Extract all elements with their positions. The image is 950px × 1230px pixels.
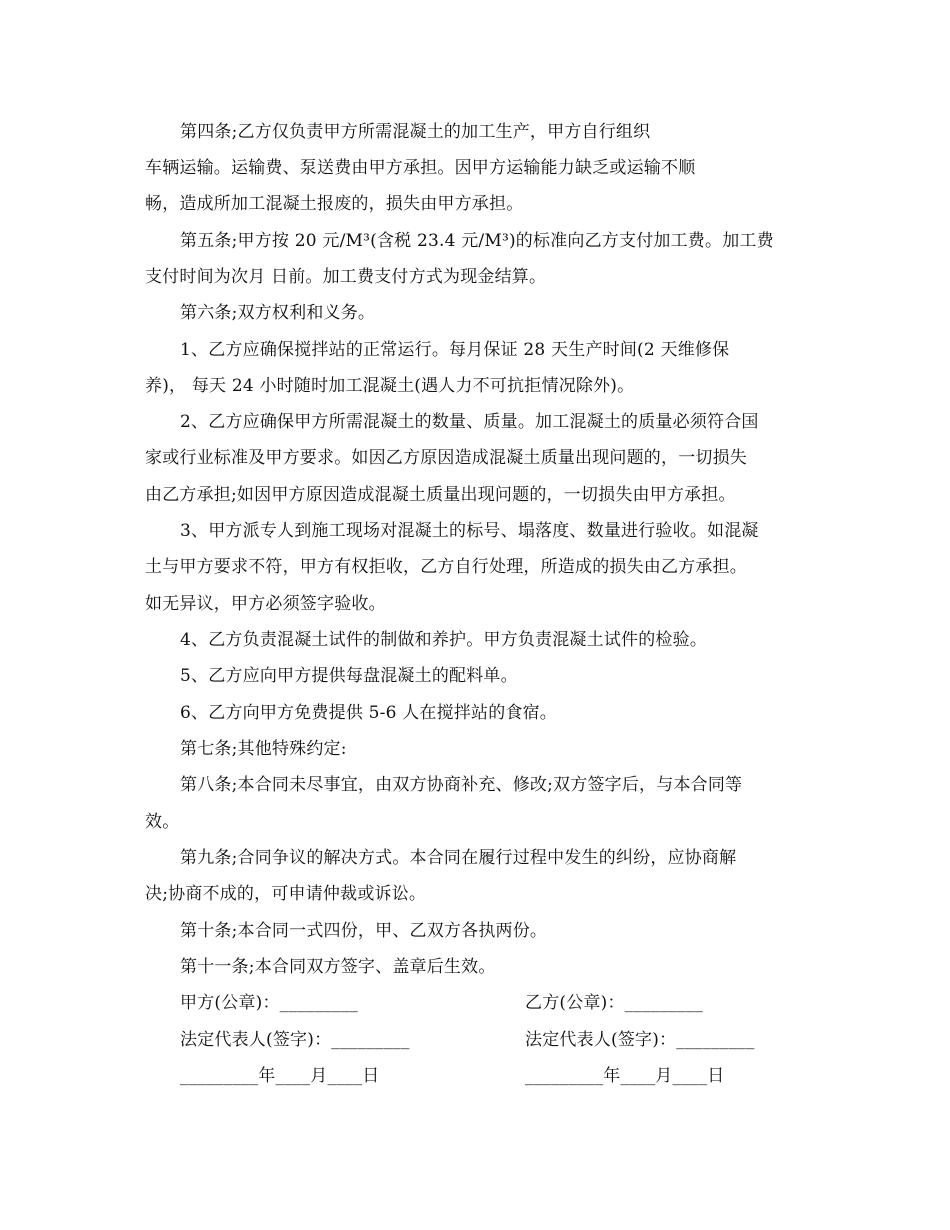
party-a-seal: 甲方(公章)：_________ bbox=[180, 993, 358, 1013]
party-b-seal: 乙方(公章)：_________ bbox=[525, 993, 703, 1013]
article6-item2-line3: 由乙方承担;如因甲方原因造成混凝土质量出现问题的，一切损失由甲方承担。 bbox=[145, 485, 736, 505]
article6-item6: 6、乙方向甲方免费提供 5-6 人在搅拌站的食宿。 bbox=[180, 703, 557, 723]
article5-line1: 第五条;甲方按 20 元/M³(含税 23.4 元/M³)的标准向乙方支付加工费。加工费 bbox=[180, 231, 774, 251]
article9-line1: 第九条;合同争议的解决方式。本合同在履行过程中发生的纠纷，应协商解 bbox=[180, 848, 737, 868]
article6-item2-line2: 家或行业标准及甲方要求。如因乙方原因造成混凝土质量出现问题的，一切损失 bbox=[145, 448, 747, 468]
party-b-date: _________年____月____日 bbox=[525, 1066, 725, 1086]
article6-item3-line1: 3、甲方派专人到施工现场对混凝土的标号、塌落度、数量进行验收。如混凝 bbox=[180, 521, 759, 541]
party-a-date: _________年____月____日 bbox=[180, 1066, 380, 1086]
article7: 第七条;其他特殊约定: bbox=[180, 739, 347, 759]
article5-line2: 支付时间为次月 日前。加工费支付方式为现金结算。 bbox=[145, 267, 547, 287]
article4-line2: 车辆运输。运输费、泵送费由甲方承担。因甲方运输能力缺乏或运输不顺 bbox=[145, 158, 696, 178]
article6-item3-line3: 如无异议，甲方必须签字验收。 bbox=[145, 594, 386, 614]
article6-item4: 4、乙方负责混凝土试件的制做和养护。甲方负责混凝土试件的检验。 bbox=[180, 630, 708, 650]
article4-line1: 第四条;乙方仅负责甲方所需混凝土的加工生产，甲方自行组织 bbox=[180, 122, 651, 142]
article8-line1: 第八条;本合同未尽事宜，由双方协商补充、修改;双方签字后，与本合同等 bbox=[180, 775, 743, 795]
article6-item5: 5、乙方应向甲方提供每盘混凝土的配料单。 bbox=[180, 666, 518, 686]
article6-title: 第六条;双方权利和义务。 bbox=[180, 303, 376, 323]
party-b-representative: 法定代表人(签字)：_________ bbox=[525, 1030, 755, 1050]
article6-item2-line1: 2、乙方应确保甲方所需混凝土的数量、质量。加工混凝土的质量必须符合国 bbox=[180, 412, 759, 432]
party-a-representative: 法定代表人(签字)：_________ bbox=[180, 1030, 410, 1050]
article10: 第十条;本合同一式四份，甲、乙双方各执两份。 bbox=[180, 921, 548, 941]
article6-item1-line1: 1、乙方应确保搅拌站的正常运行。每月保证 28 天生产时间(2 天维修保 bbox=[180, 340, 730, 360]
article8-line2: 效。 bbox=[145, 812, 180, 832]
article6-item3-line2: 土与甲方要求不符，甲方有权拒收，乙方自行处理，所造成的损失由乙方承担。 bbox=[145, 557, 747, 577]
article9-line2: 决;协商不成的，可申请仲裁或诉讼。 bbox=[145, 884, 427, 904]
article6-item1-line2: 养)， 每天 24 小时随时加工混凝土(遇人力不可抗拒情况除外)。 bbox=[145, 376, 635, 396]
article4-line3: 畅，造成所加工混凝土报废的，损失由甲方承担。 bbox=[145, 194, 524, 214]
article11: 第十一条;本合同双方签字、盖章后生效。 bbox=[180, 957, 496, 977]
